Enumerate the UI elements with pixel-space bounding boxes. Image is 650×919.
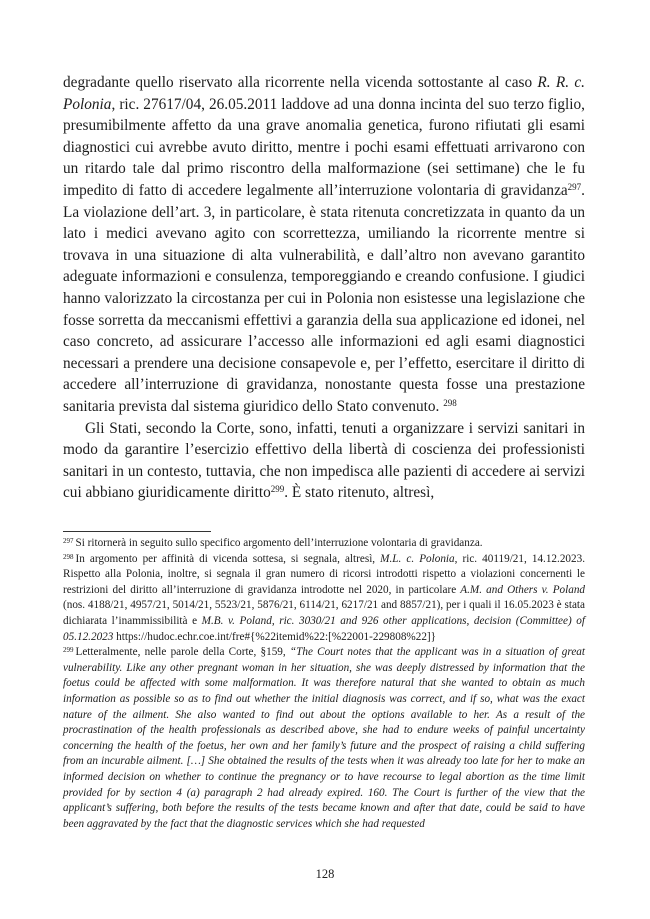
footnote-separator — [63, 531, 211, 532]
main-text — [63, 72, 585, 504]
paragraph — [63, 72, 585, 418]
text-run: , ric. 40119/21, 14.12.2023. Rispetto alla Polonia, inoltre, si segnala il gran numero di ricorsi introdotti rispetto a violazioni concernenti le restrizioni del diritto all’interruzione di gravidanza introdotte nel 2020, in particolare — [63, 552, 585, 596]
footnote-reference: 299 — [270, 484, 285, 495]
footnote — [63, 552, 585, 646]
footnote-text — [63, 553, 585, 643]
text-run: (nos. 4188/21, 4957/21, 5014/21, 5523/21, 5876/21, 6114/21, 6217/21 and 8857/21), per i quali il 16.05.2023 è stata dichiarata l’inammissibilità e — [63, 599, 585, 627]
italic-text: M.L. c. Polonia — [380, 552, 455, 565]
footnote — [63, 645, 585, 832]
text-run: Letteralmente, nelle parole della Corte, §159, — [75, 646, 290, 659]
paragraph — [63, 418, 585, 504]
footnote-reference: 297 — [567, 181, 582, 192]
text-run: In argomento per affinità di vicenda sottesa, si segnala, altresì, — [75, 552, 381, 565]
italic-text: A.M. and Others v. Poland — [460, 583, 586, 596]
italic-text: R. R. c. Polonia — [63, 74, 585, 113]
italic-text: “The Court notes that the applicant was in a situation of great vulnerability. Like any other pregnant woman in her situation, she was deeply distressed by information that the foetus could be affected with some malformation. It was therefore natural that she wanted to obtain as much information as possible so as to find out whether the initial diagnosis was correct, and if so, what was the exact nature of the ailment. She also wanted to find out about the options available to her. As a result of the procrastination of the health professionals as described above, she had to endure weeks of painful uncertainty concerning the health of the foetus, her own and her family’s future and the prospect of raising a child suffering from an incurable ailment. […] She obtained the results of the tests when it was already too late for her to make an informed decision on whether to continue the pregnancy or to have recourse to legal abortion as the time limit provided for by section 4 (a) paragraph 2 had already expired. 160. The Court is further of the view that the applicant’s suffering, both before the results of the tests became known and after that date, could be said to have been aggravated by the fact that the diagnostic services which she had requested — [63, 646, 585, 830]
text-run: Si ritornerà in seguito sullo specifico argomento dell’interruzione volontaria di gravidanza. — [75, 537, 483, 549]
text-run: . È stato ritenuto, altresì, — [284, 484, 435, 502]
text-run: https://hudoc.echr.coe.int/fre#{%22itemid%22:[%22001-229808%22]} — [113, 630, 437, 643]
text-run: Gli Stati, secondo la Corte, sono, infatti, tenuti a organizzare i servizi sanitari in modo da garantire l’esercizio effettivo della libertà di coscienza dei professionisti sanitari in un contesto, tuttavia, che non impedisca alle pazienti di accedere ai servizi cui abbiano giuridicamente diritto — [63, 419, 585, 502]
page-number: 128 — [315, 867, 335, 881]
text-run: . La violazione dell’art. 3, in particolare, è stata ritenuta concretizzata in quanto da un lato i medici avevano agito con scorrettezza, umiliando la ricorrente mentre si trovava in una situazione di alta vulnerabilità, e dall’altro non avevano garantito adeguate informazioni e consulenza, temporeggiando e creando confusione. I giudici hanno valorizzato la circostanza per cui in Polonia non esistesse una legislazione che fosse sorretta da meccanismi effettivi a garanzia della sua applicazione ed idonei, nel caso concreto, ad assicurare l’accesso alle informazioni ed agli esami diagnostici necessari a prendere una decisione consapevole e, per l’effetto, esercitare il diritto di accedere all’interruzione di gravidanza, nonostante questa fosse una prestazione sanitaria prevista dal sistema giuridico dello Stato convenuto. — [63, 181, 585, 415]
footnote-number: 297 — [63, 537, 74, 545]
footnote-number: 298 — [63, 552, 74, 561]
footnote-number: 299 — [63, 646, 74, 655]
text-run: degradante quello riservato alla ricorrente nella vicenda sottostante al caso — [63, 74, 538, 91]
footnotes — [63, 536, 585, 832]
footnote-reference: 298 — [443, 397, 457, 408]
footnote-text — [76, 537, 483, 549]
footnote — [63, 536, 585, 552]
footnote-text — [63, 646, 585, 830]
text-run: , ric. 27617/04, 26.05.2011 laddove ad una donna incinta del suo terzo figlio, presumibilmente affetto da una grave anomalia genetica, furono rifiutati gli esami diagnostici cui avrebbe avuto diritto, mentre i pochi esami effettuati arrivarono con un ritardo tale dal primo riscontro della malformazione (sei settimane) che le fu impedito di fatto di accedere legalmente all’interruzione volontaria di gravidanza — [63, 95, 585, 199]
italic-text: M.B. v. Poland, ric. 3030/21 and 926 other applications, decision (Committee) of 05.12.2023 — [63, 614, 585, 643]
